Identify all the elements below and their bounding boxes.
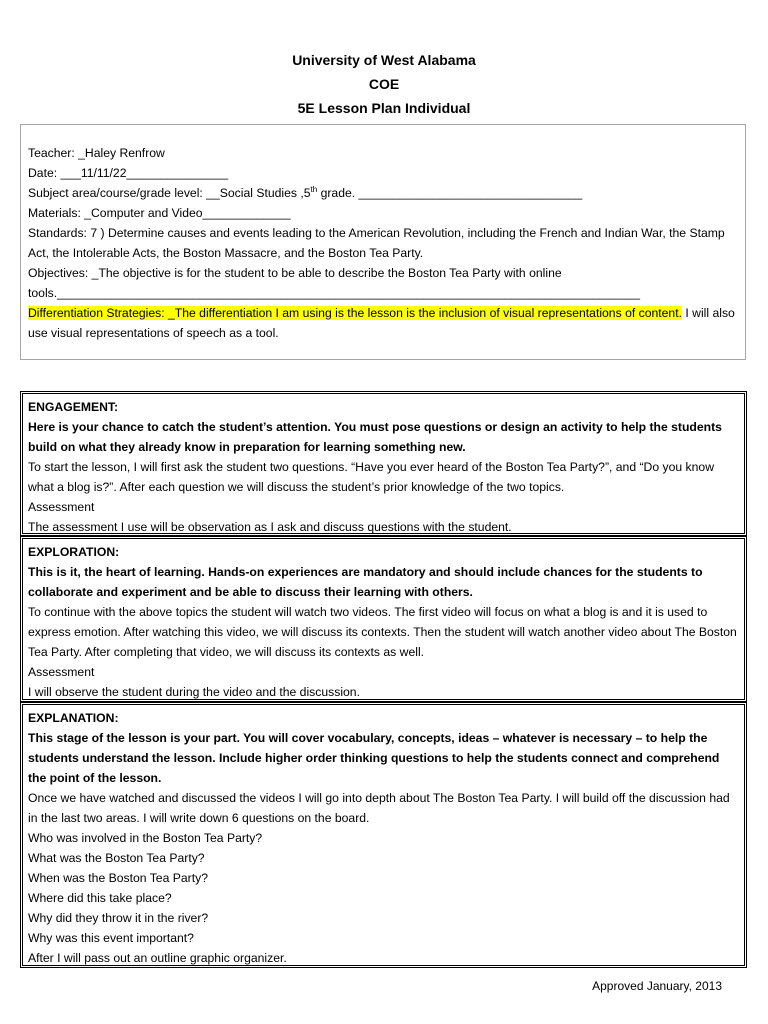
subject-rest: grade. _________________________________	[317, 186, 583, 200]
explanation-body: Once we have watched and discussed the videos I will go into depth about The Boston Tea Party. I will build off the discussion had in the last two areas. I will write down 6 questions on the board.	[28, 791, 730, 825]
engagement-body: To start the lesson, I will first ask the student two questions. “Have you ever heard of the Boston Tea Party?”, and “Do you know what a blog is?”. After each question we will discuss the student’s prior knowledge of the two topics.	[28, 460, 715, 494]
explanation-closing: After I will pass out an outline graphic organizer.	[28, 951, 287, 965]
question-1: Who was involved in the Boston Tea Party?	[28, 831, 263, 845]
question-4: Where did this take place?	[28, 891, 172, 905]
approval-footer: Approved January, 2013	[592, 979, 722, 993]
date-line: Date: ___11/11/22_______________	[28, 166, 229, 180]
teacher-line: Teacher: _Haley Renfrow	[28, 146, 165, 160]
exploration-section	[20, 536, 747, 702]
exploration-prompt: This is it, the heart of learning. Hands-on experiences are mandatory and should include chances for the students to collaborate and experiment and be able to discuss their learning with others.	[28, 565, 703, 599]
objectives-line-2: tools.______________________________________________________________________________________	[28, 286, 641, 300]
question-2: What was the Boston Tea Party?	[28, 851, 205, 865]
plan-title: 5E Lesson Plan Individual	[297, 100, 471, 116]
engagement-section	[20, 391, 747, 536]
document-header	[0, 48, 768, 120]
exploration-assessment-label: Assessment	[28, 665, 95, 679]
engagement-prompt: Here is your chance to catch the student’s attention. You must pose questions or design an activity to help the students build on what they already know in preparation for learning something new.	[28, 420, 722, 454]
materials-line: Materials: _Computer and Video_____________	[28, 206, 291, 220]
explanation-prompt: This stage of the lesson is your part. You will cover vocabulary, concepts, ideas – whatever is necessary – to help the students understand the lesson. Include higher order thinking questions to help the students connect and comprehend the point of the lesson.	[28, 731, 720, 785]
subject-superscript: th	[310, 184, 318, 194]
explanation-heading: EXPLANATION:	[28, 711, 119, 725]
exploration-heading: EXPLORATION:	[28, 545, 120, 559]
exploration-assessment: I will observe the student during the video and the discussion.	[28, 685, 360, 699]
explanation-section	[20, 702, 747, 968]
question-5: Why did they throw it in the river?	[28, 911, 209, 925]
question-3: When was the Boston Tea Party?	[28, 871, 208, 885]
question-6: Why was this event important?	[28, 931, 194, 945]
college-name: COE	[368, 76, 400, 92]
subject-line	[28, 183, 739, 203]
objectives-line-1: Objectives: _The objective is for the student to be able to describe the Boston Tea Party with online	[28, 266, 562, 280]
differentiation-highlight: Differentiation Strategies: _The differentiation I am using is the lesson is the inclusion of visual representations of content.	[28, 306, 682, 320]
differentiation-text	[28, 303, 739, 343]
lesson-info-box	[20, 124, 746, 360]
engagement-assessment-label: Assessment	[28, 500, 95, 514]
exploration-body: To continue with the above topics the student will watch two videos. The first video will focus on what a blog is and it is used to express emotion. After watching this video, we will discuss its contexts. Then the student will watch another video about The Boston Tea Party. After completing that video, we will discuss its contexts as well.	[28, 605, 737, 659]
differentiation-rest: I will also use visual representations of speech as a tool.	[28, 306, 735, 340]
subject-text: Subject area/course/grade level: __Social Studies ,5	[28, 186, 311, 200]
standards-text: Standards: 7 ) Determine causes and events leading to the American Revolution, including the French and Indian War, the Stamp Act, the Intolerable Acts, the Boston Massacre, and the Boston Tea Party.	[28, 226, 725, 260]
engagement-assessment: The assessment I use will be observation as I ask and discuss questions with the student.	[28, 520, 512, 534]
university-name: University of West Alabama	[292, 52, 476, 68]
engagement-heading: ENGAGEMENT:	[28, 400, 119, 414]
